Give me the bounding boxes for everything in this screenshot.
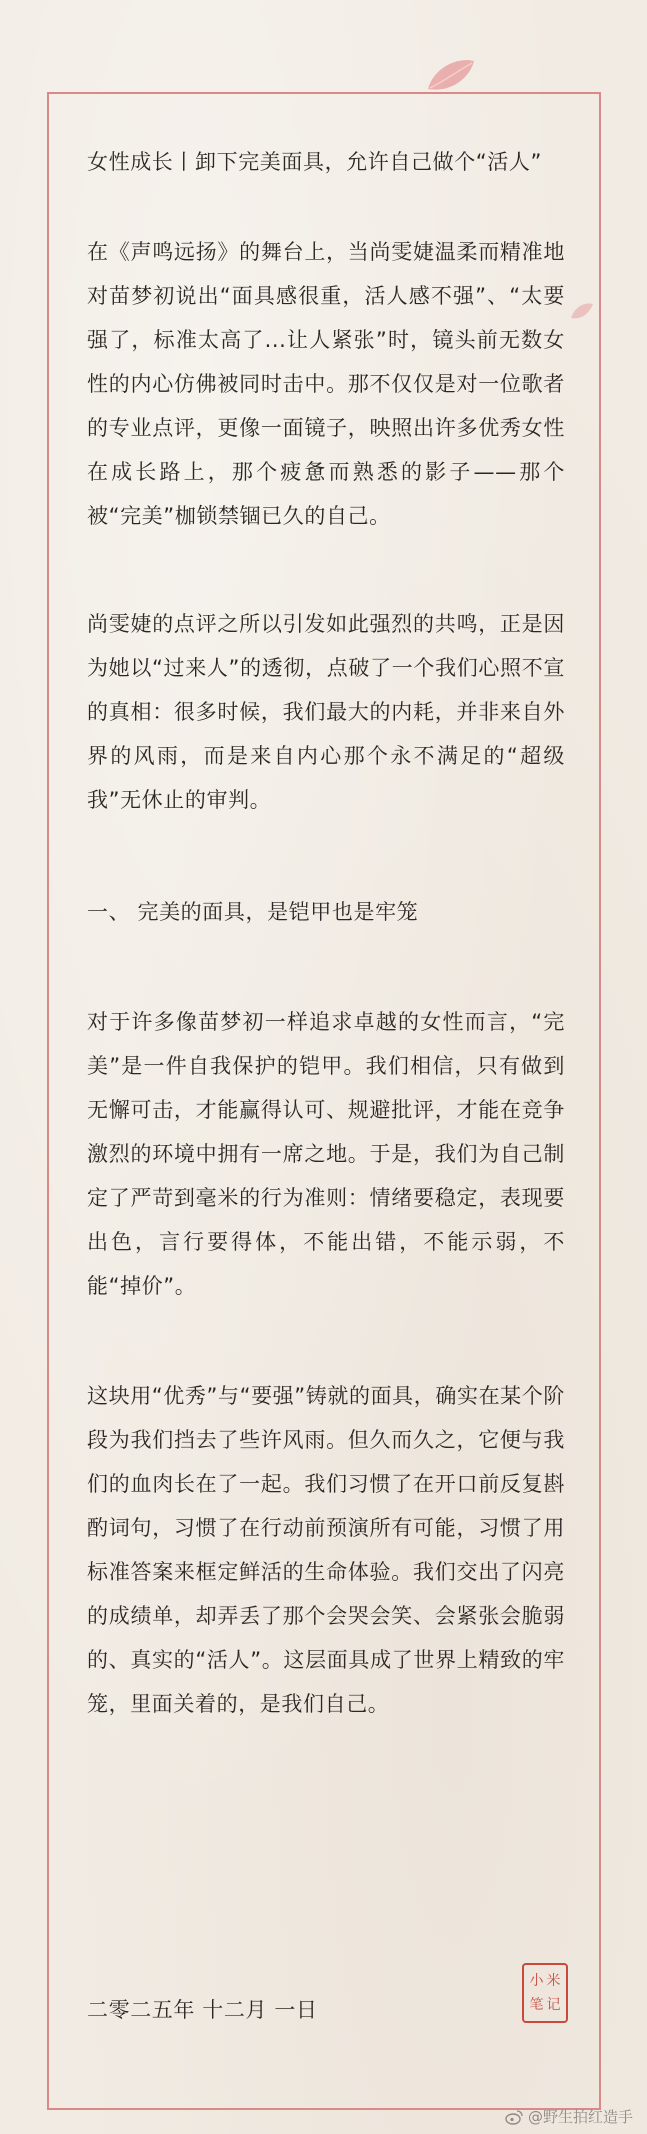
seal-char: 记: [546, 1997, 561, 2013]
seal-char: 笔: [529, 1997, 544, 2013]
petal-icon: [424, 55, 478, 99]
seal-char: 小: [529, 1973, 544, 1989]
paragraph-3: 对于许多像苗梦初一样追求卓越的女性而言，“完美”是一件自我保护的铠甲。我们相信，只有做到无懈可击，才能赢得认可、规避批评，才能在竞争激烈的环境中拥有一席之地。于是，我们为自己制定了严苛到毫米的行为准则：情绪要稳定，表现要出色，言行要得体，不能出错，不能示弱，不能“掉价”。: [87, 1010, 565, 1298]
watermark: [505, 2106, 633, 2127]
article-date: 二零二五年 十二月 一日: [87, 1998, 318, 2022]
seal-char: 米: [546, 1973, 561, 1989]
paragraph-4: 这块用“优秀”与“要强”铸就的面具，确实在某个阶段为我们挡去了些许风雨。但久而久之，它便与我们的血肉长在了一起。我们习惯了在开口前反复斟酌词句，习惯了在行动前预演所有可能，习惯了用标准答案来框定鲜活的生命体验。我们交出了闪亮的成绩单，却弄丢了那个会哭会笑、会紧张会脆弱的、真实的“活人”。这层面具成了世界上精致的牢笼，里面关着的，是我们自己。: [87, 1384, 565, 1716]
watermark-text: @野生拍红造手: [527, 2108, 633, 2126]
paragraph-1: 在《声鸣远扬》的舞台上，当尚雯婕温柔而精准地对苗梦初说出“面具感很重，活人感不强”、“太要强了，标准太高了...让人紧张”时，镜头前无数女性的内心仿佛被同时击中。那不仅仅是对一位歌者的专业点评，更像一面镜子，映照出许多优秀女性在成长路上，那个疲惫而熟悉的影子——那个被“完美”枷锁禁锢已久的自己。: [87, 240, 565, 528]
paragraph-2: 尚雯婕的点评之所以引发如此强烈的共鸣，正是因为她以“过来人”的透彻，点破了一个我们心照不宣的真相：很多时候，我们最大的内耗，并非来自外界的风雨，而是来自内心那个永不满足的“超级我”无休止的审判。: [87, 612, 565, 812]
seal-stamp: [522, 1963, 568, 2023]
weibo-icon: [505, 2109, 523, 2125]
article-title: 女性成长丨卸下完美面具，允许自己做个“活人”: [87, 150, 542, 174]
section-heading: 一、 完美的面具，是铠甲也是牢笼: [87, 900, 419, 924]
article-body: [87, 140, 565, 1726]
petal-icon-small: [569, 300, 595, 322]
